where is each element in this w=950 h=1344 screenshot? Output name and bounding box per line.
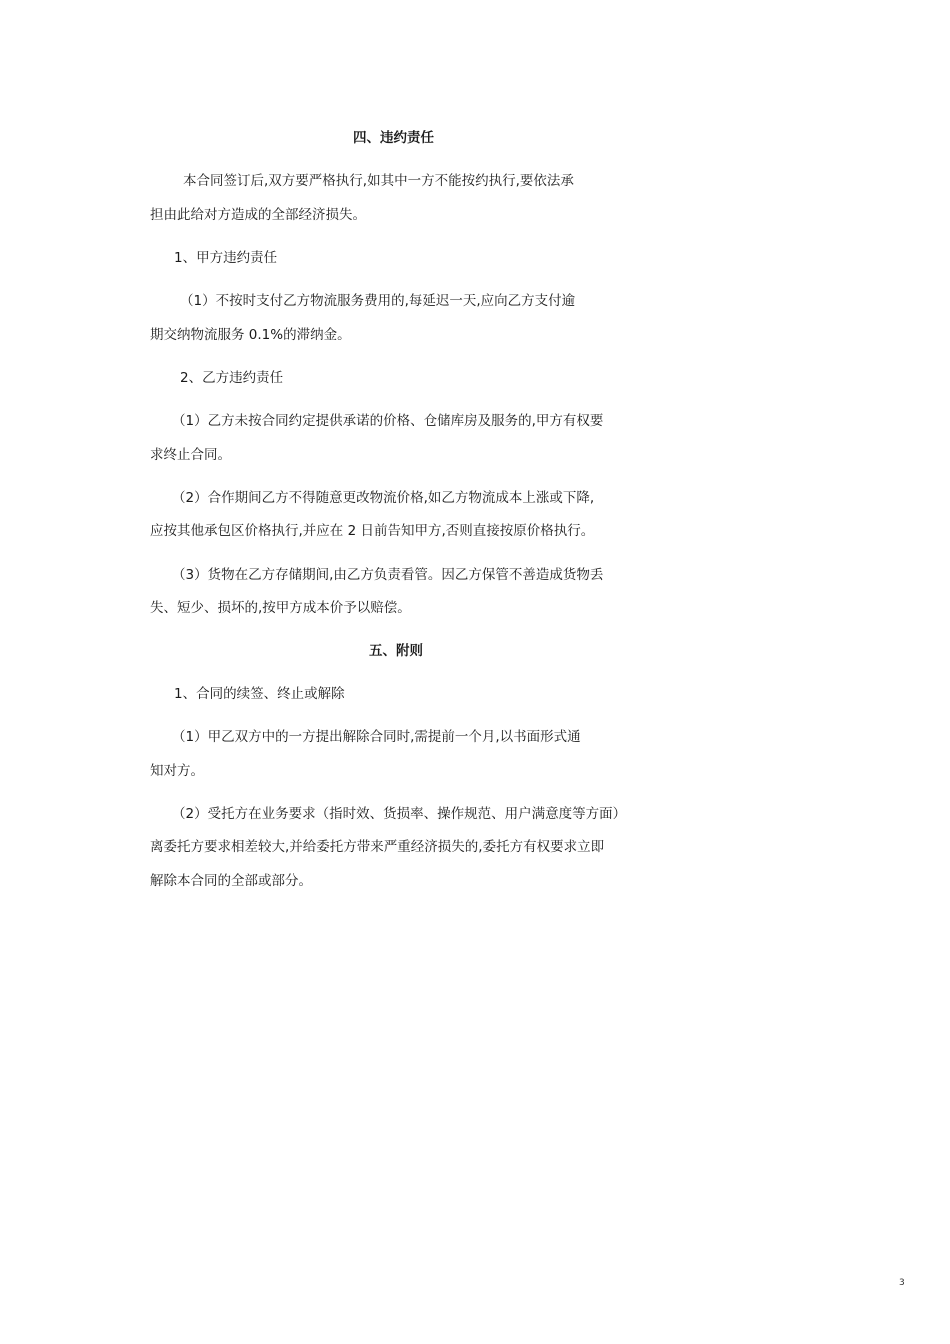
section5-item2-line2: 离委托方要求相差较大,并给委托方带来严重经济损失的,委托方有权要求立即 (150, 839, 605, 855)
section5-item1-line2: 知对方。 (150, 763, 204, 779)
party-b-item1-line2: 求终止合同。 (150, 447, 231, 463)
section5-item1-line1: （1）甲乙双方中的一方提出解除合同时,需提前一个月,以书面形式通 (172, 729, 581, 745)
party-a-liability-title: 1、甲方违约责任 (174, 250, 278, 266)
party-b-item1-line1: （1）乙方未按合同约定提供承诺的价格、仓储库房及服务的,甲方有权要 (172, 413, 604, 429)
party-b-liability-title: 2、乙方违约责任 (180, 370, 284, 386)
section5-sub1-title: 1、合同的续签、终止或解除 (174, 686, 345, 702)
page-number: 3 (899, 1278, 905, 1288)
party-a-item1-line1: （1）不按时支付乙方物流服务费用的,每延迟一天,应向乙方支付逾 (180, 293, 576, 309)
section5-heading: 五、附则 (369, 643, 423, 659)
section4-heading: 四、违约责任 (353, 130, 434, 146)
section4-intro-line1: 本合同签订后,双方要严格执行,如其中一方不能按约执行,要依法承 (183, 173, 574, 189)
section5-item2-line1: （2）受托方在业务要求（指时效、货损率、操作规范、用户满意度等方面） (172, 806, 627, 822)
party-b-item3-line1: （3）货物在乙方存储期间,由乙方负责看管。因乙方保管不善造成货物丢 (172, 567, 604, 583)
party-b-item3-line2: 失、短少、损坏的,按甲方成本价予以赔偿。 (150, 600, 411, 616)
section4-intro-line2: 担由此给对方造成的全部经济损失。 (150, 207, 366, 223)
party-b-item2-line2: 应按其他承包区价格执行,并应在 2 日前告知甲方,否则直接按原价格执行。 (150, 523, 595, 539)
party-b-item2-line1: （2）合作期间乙方不得随意更改物流价格,如乙方物流成本上涨或下降, (172, 490, 595, 506)
party-a-item1-line2: 期交纳物流服务 0.1%的滞纳金。 (150, 327, 351, 343)
section5-item2-line3: 解除本合同的全部或部分。 (150, 873, 312, 889)
